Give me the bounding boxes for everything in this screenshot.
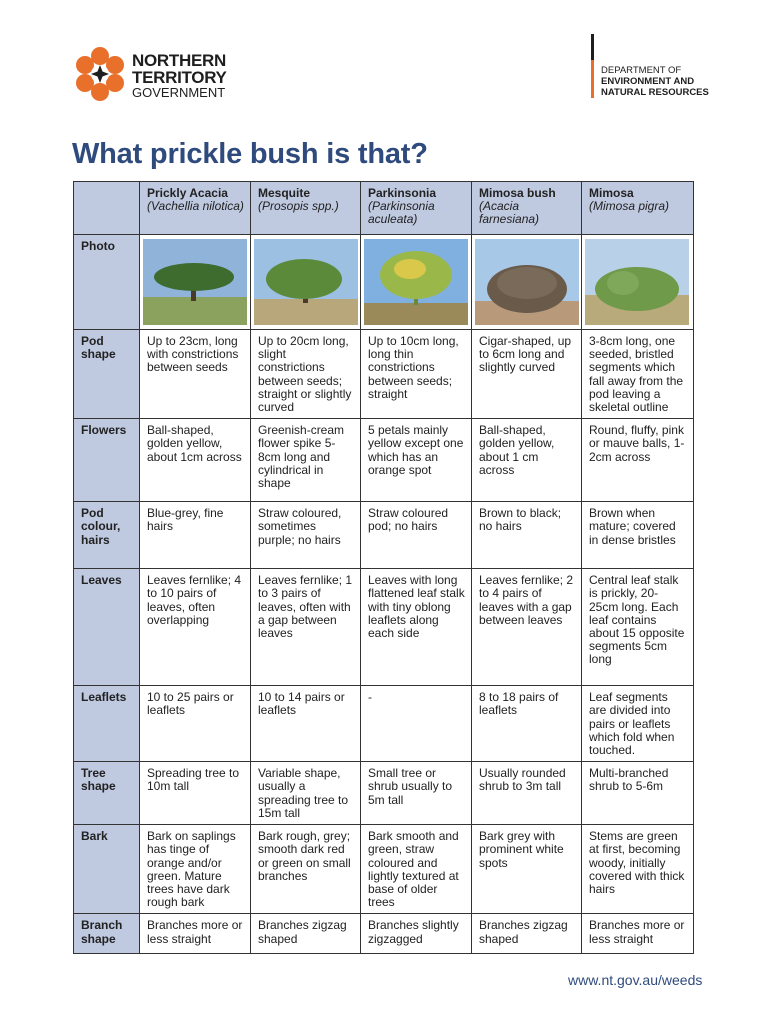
footer-url-link[interactable]: www.nt.gov.au/weeds [568,972,703,988]
row-label: Bark [74,825,140,914]
table-row [74,330,694,419]
row-label: Pod shape [74,330,140,419]
species-header: Parkinsonia (Parkinsonia aculeata) [361,182,472,235]
department-bar-accent [591,60,594,98]
nt-government-logo [70,44,240,104]
table-row [74,762,694,825]
species-header: Mesquite (Prosopis spp.) [251,182,361,235]
table-cell: - [361,686,472,762]
logo-line-2: TERRITORY [132,68,227,87]
table-cell: Leaf segments are divided into pairs or leaflets which fold when touched. [582,686,694,762]
table-cell: Branches slightly zigzagged [361,914,472,954]
table-row [74,502,694,569]
table-cell: Bark grey with prominent white spots [472,825,582,914]
page-title: What prickle bush is that? [72,138,428,170]
table-cell: Multi-branched shrub to 5-6m [582,762,694,825]
table-cell: Bark rough, grey; smooth dark red or green on small branches [251,825,361,914]
table-cell: Variable shape, usually a spreading tree to 15m tall [251,762,361,825]
table-row [74,235,694,330]
table-cell: Stems are green at first, becoming woody, initially covered with thick hairs [582,825,694,914]
logo-line-3: GOVERNMENT [132,85,226,100]
table-cell: Branches more or less straight [582,914,694,954]
table-cell: Brown to black; no hairs [472,502,582,569]
table-row [74,419,694,502]
row-label: Pod colour, hairs [74,502,140,569]
species-header: Prickly Acacia (Vachellia nilotica) [140,182,251,235]
photo-mesquite [251,235,361,330]
table-cell: Usually rounded shrub to 3m tall [472,762,582,825]
table-cell: Leaves fernlike; 1 to 3 pairs of leaves, often with a gap between leaves [251,569,361,686]
row-label: Leaves [74,569,140,686]
table-cell: Spreading tree to 10m tall [140,762,251,825]
table-cell: Bark on saplings has tinge of orange and/or green. Mature trees have dark rough bark [140,825,251,914]
dept-line-2: ENVIRONMENT AND [601,76,695,87]
corner-cell [74,182,140,235]
table-cell: Greenish-cream flower spike 5-8cm long and cylindrical in shape [251,419,361,502]
table-row [74,686,694,762]
table-cell: 3-8cm long, one seeded, bristled segments which fall away from the pod leaving a skeletal outline [582,330,694,419]
table-cell: Branches zigzag shaped [251,914,361,954]
table-cell: Branches more or less straight [140,914,251,954]
table-cell: 10 to 25 pairs or leaflets [140,686,251,762]
row-label: Photo [74,235,140,330]
row-label: Leaflets [74,686,140,762]
table-cell: Up to 23cm, long with constrictions between seeds [140,330,251,419]
photo-mimosa-bush [472,235,582,330]
table-cell: Round, fluffy, pink or mauve balls, 1-2cm across [582,419,694,502]
logo-line-1: NORTHERN [132,51,226,70]
nt-flower-logo-icon [70,44,130,104]
table-cell: Bark smooth and green, straw coloured and lightly textured at base of older trees [361,825,472,914]
row-label: Tree shape [74,762,140,825]
row-label: Branch shape [74,914,140,954]
table-cell: Ball-shaped, golden yellow, about 1 cm across [472,419,582,502]
table-cell: Straw coloured pod; no hairs [361,502,472,569]
table-header-row [74,182,694,235]
photo-parkinsonia [361,235,472,330]
table-row [74,825,694,914]
table-cell: Small tree or shrub usually to 5m tall [361,762,472,825]
table-cell: Central leaf stalk is prickly, 20-25cm long. Each leaf contains about 15 opposite segments 5cm long [582,569,694,686]
photo-mimosa [582,235,694,330]
table-cell: Leaves with long flattened leaf stalk with tiny oblong leaflets along each side [361,569,472,686]
table-cell: 8 to 18 pairs of leaflets [472,686,582,762]
table-cell: 5 petals mainly yellow except one which has an orange spot [361,419,472,502]
table-cell: 10 to 14 pairs or leaflets [251,686,361,762]
species-header: Mimosa bush (Acacia farnesiana) [472,182,582,235]
photo-prickly-acacia [140,235,251,330]
dept-line-1: DEPARTMENT OF [601,65,682,76]
table-cell: Up to 20cm long, slight constrictions between seeds; straight or slightly curved [251,330,361,419]
table-cell: Cigar-shaped, up to 6cm long and slightly curved [472,330,582,419]
table-row [74,914,694,954]
table-cell: Leaves fernlike; 2 to 4 pairs of leaves with a gap between leaves [472,569,582,686]
species-header: Mimosa (Mimosa pigra) [582,182,694,235]
table-cell: Brown when mature; covered in dense bristles [582,502,694,569]
table-cell: Up to 10cm long, long thin constrictions between seeds; straight [361,330,472,419]
table-cell: Straw coloured, sometimes purple; no hairs [251,502,361,569]
table-cell: Leaves fernlike; 4 to 10 pairs of leaves, often overlapping [140,569,251,686]
dept-line-3: NATURAL RESOURCES [601,87,709,98]
table-cell: Ball-shaped, golden yellow, about 1cm across [140,419,251,502]
row-label: Flowers [74,419,140,502]
table-cell: Branches zigzag shaped [472,914,582,954]
table-row [74,569,694,686]
comparison-table [73,181,694,954]
table-cell: Blue-grey, fine hairs [140,502,251,569]
